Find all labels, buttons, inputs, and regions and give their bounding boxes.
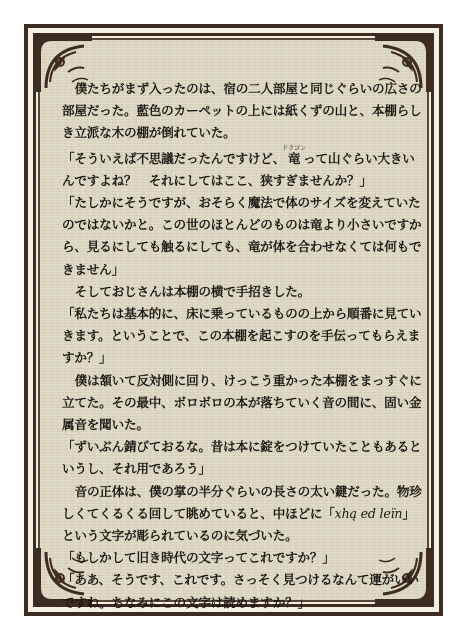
dialogue-text: って山ぐらい大きいんですよね？ それにしてはここ、狭すぎませんか？」 <box>62 150 415 188</box>
paragraph: そしておじさんは本棚の横で手招きした。 <box>74 283 311 299</box>
paragraph <box>62 481 424 548</box>
story-text <box>62 78 424 614</box>
paragraph: 僕は頷いて反対側に回り、けっこう重かった本棚をまっすぐに立てた。その最中、ボロボロの本が落ちていく音の間に、固い金属音を聞いた。 <box>62 372 422 433</box>
dialogue-line <box>62 145 424 192</box>
ruby-word: 竜ドラゴン <box>282 144 307 166</box>
dialogue-line: 「ずいぶん錆びておるな。昔は本に錠をつけていたこともあるというし、それ用であろう」 <box>62 439 422 477</box>
dialogue-line: 「もしかして旧き時代の文字ってこれですか？」 <box>62 550 335 566</box>
dialogue-text: 「そういえば不思議だったんですけど、 <box>62 150 286 166</box>
paragraph: 僕たちがまず入ったのは、宿の二人部屋と同じぐらいの広さの部屋だった。藍色のカーペットの上には紙くずの山と、本棚らしき立派な木の棚が倒れていた。 <box>62 81 422 141</box>
dialogue-line: 「私たちは基本的に、床に乗っているものの上から順番に見ていきます。ということで、この本棚を起こすのを手伝ってもらえますか？」 <box>62 306 422 366</box>
paragraph-text: 」という文字が彫られているのに気づいた。 <box>62 505 415 544</box>
dialogue-line: 「たしかにそうですが、おそらく魔法で体のサイズを変えていたのではないかと。この世のほとんどのものは竜より小さいですから、見るにしても触るにしても、竜が体を合わせなくては何もできません」 <box>62 195 422 277</box>
paragraph-text: 音の正体は、僕の掌の半分ぐらいの長さの太い鍵だった。物珍しくてくるくる回して眺めていると、中ほどに「 <box>62 483 422 521</box>
dialogue-line: 「ああ、そうです、これです。さっそく見つけるなんて運がいいですね。ちなみにこの文字は読めますか？」 <box>62 572 419 610</box>
ancient-script-text: xhą ed leïn <box>334 505 403 521</box>
